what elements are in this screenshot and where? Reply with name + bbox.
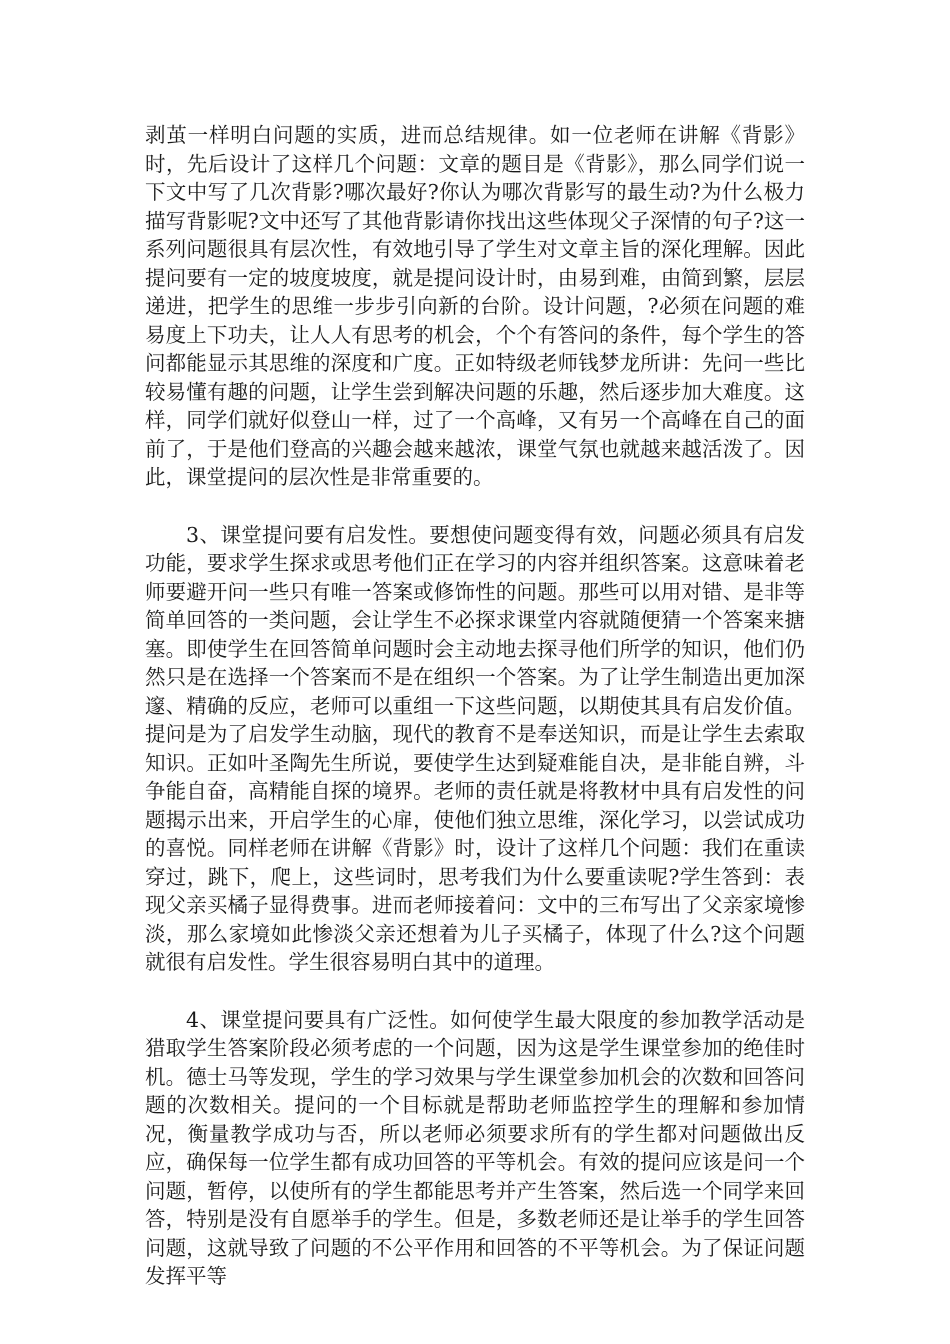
- paragraph-continuation: 剥茧一样明白问题的实质，进而总结规律。如一位老师在讲解《背影》时，先后设计了这样几个问题：文章的题目是《背影》，那么同学们说一下文中写了几次背影?哪次最好?你认为哪次背影写的最生动?为什么极力描写背影呢?文中还写了其他背影请你找出这些体现父子深情的句子?这一系列问题很具有层次性，有效地引导了学生对文章主旨的深化理解。因此提问要有一定的坡度坡度，就是提问设计时，由易到难，由简到繁，层层递进，把学生的思维一步步引向新的台阶。设计问题，?必须在问题的难易度上下功夫，让人人有思考的机会，个个有答问的条件，每个学生的答问都能显示其思维的深度和广度。正如特级老师钱梦龙所讲：先问一些比较易懂有趣的问题，让学生尝到解决问题的乐趣，然后逐步加大难度。这样，同学们就好似登山一样，过了一个高峰，又有另一个高峰在自己的面前了，于是他们登高的兴趣会越来越浓，课堂气氛也就越来越活泼了。因此，课堂提问的层次性是非常重要的。: [145, 123, 805, 489]
- paragraph-item-4: 4、课堂提问要具有广泛性。如何使学生最大限度的参加教学活动是猎取学生答案阶段必须考虑的一个问题，因为这是学生课堂参加的绝佳时机。德士马等发现，学生的学习效果与学生课堂参加机会的次数和回答问题的次数相关。提问的一个目标就是帮助老师监控学生的理解和参加情况，衡量教学成功与否，所以老师必须要求所有的学生都对问题做出反应，确保每一位学生都有成功回答的平等机会。有效的提问应该是问一个问题，暂停，以使所有的学生都能思考并产生答案，然后选一个同学来回答，特别是没有自愿举手的学生。但是，多数老师还是让举手的学生回答问题，这就导致了问题的不公平作用和回答的不平等机会。为了保证问题发挥平等: [145, 1007, 805, 1288]
- paragraph-item-3: 3、课堂提问要有启发性。要想使问题变得有效，问题必须具有启发功能，要求学生探求或思考他们正在学习的内容并组织答案。这意味着老师要避开问一些只有唯一答案或修饰性的问题。那些可以用对错、是非等简单回答的一类问题，会让学生不必探求课堂内容就随便猜一个答案来搪塞。即使学生在回答简单问题时会主动地去探寻他们所学的知识，他们仍然只是在选择一个答案而不是在组织一个答案。为了让学生制造出更加深邃、精确的反应，老师可以重组一下这些问题，以期使其具有启发价值。提问是为了启发学生动脑，现代的教育不是奉送知识，而是让学生去索取知识。正如叶圣陶先生所说，要使学生达到疑难能自决，是非能自辨，斗争能自奋，高精能自探的境界。老师的责任就是将教材中具有启发性的问题揭示出来，开启学生的心扉，使他们独立思维，深化学习，以尝试成功的喜悦。同样老师在讲解《背影》时，设计了这样几个问题：我们在重读穿过，跳下，爬上，这些词时，思考我们为什么要重读呢?学生答到：表现父亲买橘子显得费事。进而老师接着问：文中的三布写出了父亲家境惨淡，那么家境如此惨淡父亲还想着为儿子买橘子，体现了什么?这个问题就很有启发性。学生很容易明白其中的道理。: [145, 522, 805, 974]
- document-body: [145, 121, 805, 1291]
